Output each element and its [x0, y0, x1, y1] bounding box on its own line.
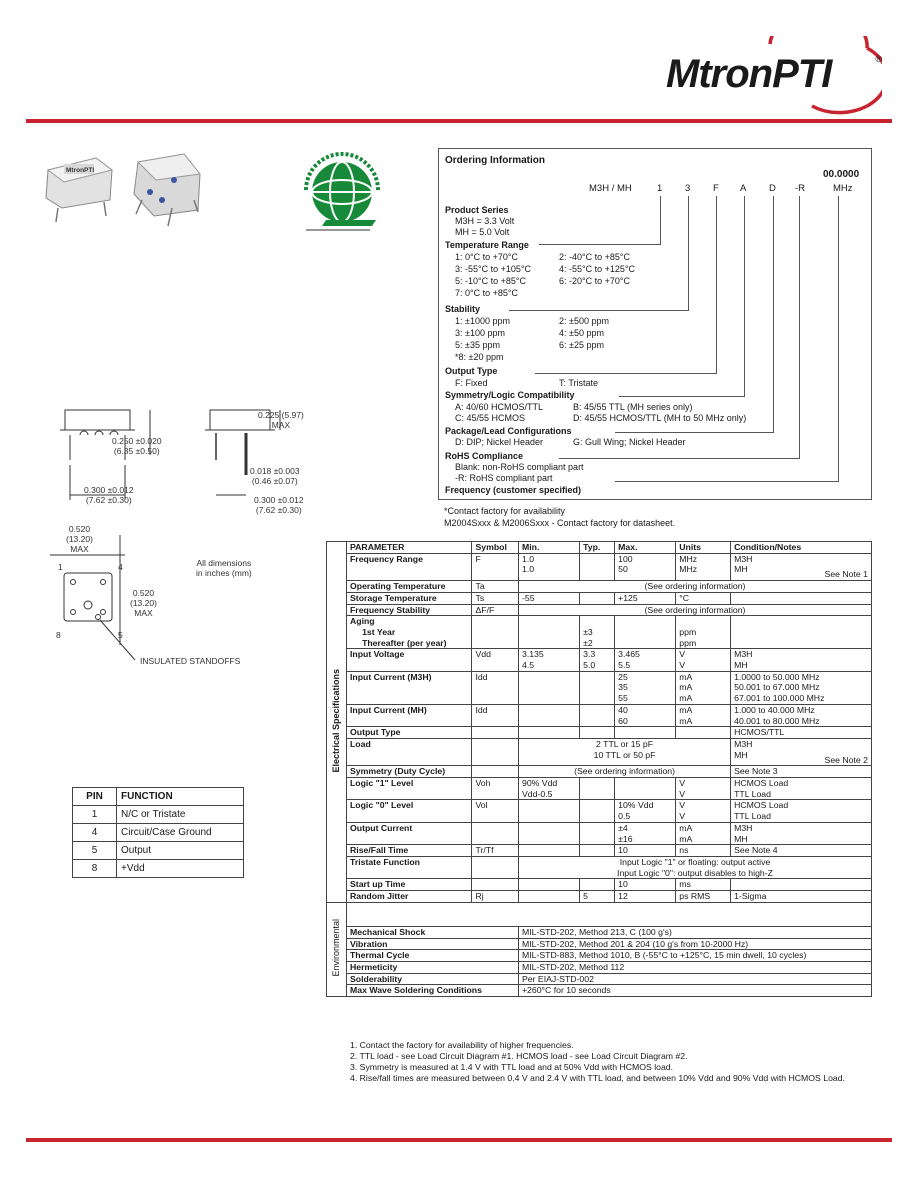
condition-cell — [731, 778, 872, 800]
frequency-label: Frequency (customer specified) — [445, 485, 582, 495]
min-cell — [518, 879, 579, 891]
table-row — [327, 604, 872, 616]
table-row — [327, 938, 872, 950]
units-cell: V V — [676, 778, 731, 800]
code-rohs: -R — [795, 183, 806, 194]
condition-cell — [731, 671, 872, 704]
pin-function: +Vdd — [117, 860, 244, 878]
typ-cell — [580, 727, 615, 739]
condition-text: 1-Sigma — [734, 891, 767, 902]
rohs-label: RoHS Compliance — [445, 451, 524, 461]
leader-sym-v — [744, 196, 745, 396]
code-temp: 1 — [657, 183, 663, 194]
env-parameter: Vibration — [347, 938, 519, 950]
temp-item: 7: 0°C to +85°C — [455, 288, 518, 298]
min-cell: 1.0 1.0 — [518, 553, 579, 580]
symbol-cell: Idd — [472, 671, 519, 704]
env-parameter: Solderability — [347, 973, 519, 985]
condition-cell — [731, 727, 872, 739]
dim-top-width: 0.520 (13.20) MAX — [66, 524, 93, 554]
symbol-cell: Vdd — [472, 649, 519, 671]
spec-header-row — [327, 542, 872, 554]
units-cell: ps RMS — [676, 891, 731, 903]
symmetry-item: C: 45/55 HCMOS — [455, 413, 526, 423]
pin-function-table — [72, 787, 244, 878]
contact-note: *Contact factory for availability — [444, 506, 566, 516]
logo-text-pti: PTI — [772, 52, 832, 96]
dim-width-2: 0.300 ±0.012 (7.62 ±0.30) — [254, 495, 304, 515]
table-row — [327, 738, 872, 765]
output-type-item: T: Tristate — [559, 378, 599, 388]
code-symmetry: A — [740, 183, 747, 194]
condition-cell — [731, 649, 872, 671]
parameter-cell: Random Jitter — [347, 891, 472, 903]
function-header: FUNCTION — [117, 788, 244, 806]
max-cell: 10 — [615, 879, 676, 891]
column-header: PARAMETER — [347, 542, 472, 554]
ordering-title: Ordering Information — [445, 155, 545, 166]
parameter-cell: Aging 1st Year Thereafter (per year) — [347, 616, 472, 649]
max-cell: 10% Vdd 0.5 — [615, 800, 676, 822]
max-cell: 3.465 5.5 — [615, 649, 676, 671]
package-label: Package/Lead Configurations — [445, 426, 572, 436]
typ-cell — [580, 778, 615, 800]
env-parameter: Thermal Cycle — [347, 950, 519, 962]
parameter-cell: Rise/Fall Time — [347, 845, 472, 857]
table-row — [327, 766, 872, 778]
symmetry-item: B: 45/55 TTL (MH series only) — [573, 402, 693, 412]
typ-cell — [580, 822, 615, 844]
symbol-cell — [472, 822, 519, 844]
stability-item: *8: ±20 ppm — [455, 352, 504, 362]
condition-cell — [731, 553, 872, 580]
min-cell — [518, 704, 579, 726]
env-parameter: Max Wave Soldering Conditions — [347, 985, 519, 997]
env-parameter: Mechanical Shock — [347, 926, 519, 938]
span-cell: (See ordering information) — [518, 604, 871, 616]
mtronpti-logo — [662, 36, 882, 116]
symmetry-label: Symmetry/Logic Compatibility — [445, 390, 575, 400]
condition-cell — [731, 616, 872, 649]
typ-cell — [580, 879, 615, 891]
typ-cell — [580, 845, 615, 857]
symbol-cell — [472, 766, 519, 778]
parameter-cell: Symmetry (Duty Cycle) — [347, 766, 472, 778]
units-cell: mA mA mA — [676, 671, 731, 704]
leader-sym-h — [619, 396, 745, 397]
stability-item: 5: ±35 ppm — [455, 340, 500, 350]
frequency-code: 00.0000 — [823, 169, 860, 180]
leader-stab-h — [509, 310, 689, 311]
condition-text: 1.0000 to 50.000 MHz 50.001 to 67.000 MHz 67.001 to 100.000 MHz — [734, 671, 825, 704]
dim-height-2: 0.225 (5.97) MAX — [258, 410, 304, 430]
pin-function: N/C or Tristate — [117, 806, 244, 824]
column-header: Typ. — [580, 542, 615, 554]
pin-header: PIN — [73, 788, 117, 806]
leader-out-h — [535, 373, 717, 374]
bottom-rule — [26, 1138, 892, 1142]
max-cell — [615, 616, 676, 649]
max-cell — [615, 727, 676, 739]
table-row — [327, 649, 872, 671]
leader-rohs-h — [559, 458, 800, 459]
stability-item: 1: ±1000 ppm — [455, 316, 510, 326]
condition-cell — [731, 704, 872, 726]
temp-item: 2: -40°C to +85°C — [559, 252, 630, 262]
typ-cell — [580, 800, 615, 822]
environmental-label: Environmental — [331, 919, 342, 977]
min-cell: -55 — [518, 592, 579, 604]
pin-label-4: 4 — [118, 562, 123, 572]
parameter-cell: Storage Temperature — [347, 592, 472, 604]
env-spec: MIL-STD-202, Method 112 — [518, 961, 871, 973]
units-cell: ns — [676, 845, 731, 857]
condition-text: 1.000 to 40.000 MHz 40.001 to 80.000 MHz — [734, 704, 820, 726]
table-row — [327, 592, 872, 604]
registered-mark: ® — [875, 54, 882, 64]
symbol-cell — [472, 727, 519, 739]
table-row — [327, 973, 872, 985]
leader-rohs-v — [799, 196, 800, 458]
typ-cell — [580, 704, 615, 726]
dim-height-1: 0.250 ±0.020 (6.35 ±0.50) — [112, 436, 162, 456]
condition-text: M3H MH — [734, 649, 753, 671]
typ-cell: 3.3 5.0 — [580, 649, 615, 671]
table-row — [327, 671, 872, 704]
footnote: 3. Symmetry is measured at 1.4 V with TTL load and at 50% Vdd with HCMOS load. — [350, 1062, 674, 1072]
dim-width-1: 0.300 ±0.012 (7.62 ±0.30) — [84, 485, 134, 505]
condition-cell — [731, 845, 872, 857]
symbol-cell: ΔF/F — [472, 604, 519, 616]
spacer-cell — [347, 902, 872, 926]
parameter-cell: Tristate Function — [347, 856, 472, 878]
typ-cell — [580, 592, 615, 604]
side-label-electrical — [327, 542, 347, 903]
symbol-cell: Vol — [472, 800, 519, 822]
column-header: Max. — [615, 542, 676, 554]
temp-item: 1: 0°C to +70°C — [455, 252, 518, 262]
stability-item: 2: ±500 ppm — [559, 316, 609, 326]
max-cell — [615, 778, 676, 800]
oscillator-photo-1 — [46, 158, 112, 222]
column-header: Min. — [518, 542, 579, 554]
symmetry-item: D: 45/55 HCMOS/TTL (MH to 50 MHz only) — [573, 413, 747, 423]
oscillator-photo-2 — [134, 154, 200, 226]
footnote: 1. Contact the factory for availability of higher frequencies. — [350, 1040, 574, 1050]
max-cell: 10 — [615, 845, 676, 857]
min-cell — [518, 891, 579, 903]
parameter-cell: Logic "0" Level — [347, 800, 472, 822]
parameter-cell: Output Type — [347, 727, 472, 739]
condition-text: See Note 4 — [734, 845, 778, 856]
parameter-cell: Frequency Range — [347, 553, 472, 580]
insulated-standoffs-label: INSULATED STANDOFFS — [140, 656, 241, 666]
product-series-m3h: M3H = 3.3 Volt — [455, 216, 515, 226]
units-cell: ppm ppm — [676, 616, 731, 649]
table-row — [327, 727, 872, 739]
package-item: G: Gull Wing; Nickel Header — [573, 437, 686, 447]
electrical-specifications-label: Electrical Specifications — [331, 668, 342, 773]
max-cell: 25 35 55 — [615, 671, 676, 704]
pin-label-1: 1 — [58, 562, 63, 572]
side-label-environmental — [327, 902, 347, 996]
pin-label-5: 5 — [118, 630, 123, 640]
symbol-cell — [472, 856, 519, 878]
leader-freq-v — [838, 196, 839, 481]
temp-item: 6: -20°C to +70°C — [559, 276, 630, 286]
product-series-mh: MH = 5.0 Volt — [455, 227, 510, 237]
rohs-badge-text — [288, 226, 333, 232]
env-spec: +260°C for 10 seconds — [518, 985, 871, 997]
condition-text: See Note 3 — [734, 766, 778, 777]
leader-temp-v — [660, 196, 661, 244]
typ-cell: 5 — [580, 891, 615, 903]
footnote: 2. TTL load - see Load Circuit Diagram #1. HCMOS load - see Load Circuit Diagram #2. — [350, 1051, 688, 1061]
pin-number: 8 — [73, 860, 117, 878]
condition-cell — [731, 592, 872, 604]
pin-label-8: 8 — [56, 630, 61, 640]
min-cell — [518, 845, 579, 857]
units-cell: V V — [676, 800, 731, 822]
typ-cell — [580, 553, 615, 580]
symbol-cell: F — [472, 553, 519, 580]
condition-cell — [731, 800, 872, 822]
condition-text: M3H MH — [734, 822, 753, 844]
table-row — [327, 891, 872, 903]
condition-note: See Note 2 — [824, 754, 868, 765]
typ-cell: ±3 ±2 — [580, 616, 615, 649]
table-row — [327, 778, 872, 800]
table-row — [327, 704, 872, 726]
table-row — [327, 616, 872, 649]
span-cell: 2 TTL or 15 pF 10 TTL or 50 pF — [518, 738, 730, 765]
parameter-cell: Input Voltage — [347, 649, 472, 671]
leader-pkg-v — [773, 196, 774, 432]
min-cell — [518, 800, 579, 822]
table-row — [73, 806, 244, 824]
footnote: 4. Rise/fall times are measured between 0.4 V and 2.4 V with TTL load, and between 10% Vdd and 90% Vdd with HCMOS Load. — [350, 1073, 845, 1083]
parameter-cell: Input Current (M3H) — [347, 671, 472, 704]
max-cell: ±4 ±16 — [615, 822, 676, 844]
env-parameter: Hermeticity — [347, 961, 519, 973]
table-row — [327, 985, 872, 997]
pin-number: 4 — [73, 824, 117, 842]
parameter-cell: Input Current (MH) — [347, 704, 472, 726]
table-row — [73, 860, 244, 878]
env-spec: MIL-STD-202, Method 213, C (100 g's) — [518, 926, 871, 938]
condition-cell — [731, 879, 872, 891]
symbol-cell: Tr/Tf — [472, 845, 519, 857]
stability-item: 6: ±25 ppm — [559, 340, 604, 350]
min-cell — [518, 727, 579, 739]
env-spec: Per EIAJ-STD-002 — [518, 973, 871, 985]
parameter-cell: Output Current — [347, 822, 472, 844]
min-cell — [518, 671, 579, 704]
symbol-cell — [472, 738, 519, 765]
table-row — [73, 824, 244, 842]
units-cell: °C — [676, 592, 731, 604]
rohs-item: Blank: non-RoHS compliant part — [455, 462, 584, 472]
table-row — [327, 822, 872, 844]
condition-cell — [731, 822, 872, 844]
leader-stab-v — [688, 196, 689, 310]
units-cell: MHz MHz — [676, 553, 731, 580]
logo-text-mtron: Mtron — [666, 52, 773, 96]
pin-number: 5 — [73, 842, 117, 860]
table-row — [327, 961, 872, 973]
condition-text: HCMOS Load TTL Load — [734, 800, 789, 822]
condition-text: M3H MH — [734, 553, 753, 575]
symbol-cell: Idd — [472, 704, 519, 726]
code-package: D — [769, 183, 776, 194]
code-series: M3H / MH — [589, 183, 632, 194]
parameter-cell: Load — [347, 738, 472, 765]
table-row — [327, 553, 872, 580]
symbol-cell — [472, 616, 519, 649]
specifications-table — [326, 541, 872, 997]
leader-pkg-h — [615, 432, 774, 433]
code-output: F — [713, 183, 719, 194]
env-spec: MIL-STD-883, Method 1010, B (-55°C to +125°C, 15 min dwell, 10 cycles) — [518, 950, 871, 962]
code-stability: 3 — [685, 183, 691, 194]
condition-text: HCMOS Load TTL Load — [734, 778, 789, 799]
condition-text: M3H MH — [734, 738, 753, 760]
temp-item: 4: -55°C to +125°C — [559, 264, 635, 274]
dim-units-note: All dimensions in inches (mm) — [196, 558, 252, 578]
min-cell: 90% Vdd Vdd-0.5 — [518, 778, 579, 800]
temp-item: 5: -10°C to +85°C — [455, 276, 526, 286]
leader-temp-h — [539, 244, 661, 245]
code-frequency: MHz — [833, 183, 853, 194]
span-cell: Input Logic "1" or floating: output active Input Logic "0": output disables to high-Z — [518, 856, 871, 878]
dim-lead: 0.018 ±0.003 (0.46 ±0.07) — [250, 466, 300, 486]
pin-number: 1 — [73, 806, 117, 824]
condition-cell — [731, 891, 872, 903]
parameter-cell: Frequency Stability — [347, 604, 472, 616]
rohs-item: -R: RoHS compliant part — [455, 473, 553, 483]
product-series-label: Product Series — [445, 205, 509, 215]
table-row — [327, 879, 872, 891]
max-cell: +125 — [615, 592, 676, 604]
units-cell: mA mA — [676, 704, 731, 726]
symbol-cell: Ts — [472, 592, 519, 604]
svg-text:MtronPTI: MtronPTI — [66, 167, 95, 174]
env-spacer-row — [327, 902, 872, 926]
table-row — [327, 926, 872, 938]
top-rule — [26, 119, 892, 123]
temp-range-label: Temperature Range — [445, 240, 529, 250]
stability-item: 4: ±50 ppm — [559, 328, 604, 338]
symbol-cell: Ta — [472, 581, 519, 593]
package-item: D: DIP; Nickel Header — [455, 437, 544, 447]
column-header: Units — [676, 542, 731, 554]
table-row — [327, 856, 872, 878]
parameter-cell: Operating Temperature — [347, 581, 472, 593]
leader-freq-h — [615, 481, 839, 482]
condition-cell — [731, 766, 872, 778]
column-header: Symbol — [472, 542, 519, 554]
footnotes — [350, 1040, 870, 1084]
table-row — [327, 950, 872, 962]
max-cell: 12 — [615, 891, 676, 903]
pin-function: Output — [117, 842, 244, 860]
datasheet-note: M2004Sxxx & M2006Sxxx - Contact factory for datasheet. — [444, 518, 676, 528]
stability-item: 3: ±100 ppm — [455, 328, 505, 338]
leader-out-v — [716, 196, 717, 373]
parameter-cell: Start up Time — [347, 879, 472, 891]
symmetry-item: A: 40/60 HCMOS/TTL — [455, 402, 544, 412]
condition-cell — [731, 738, 872, 765]
units-cell: mA mA — [676, 822, 731, 844]
condition-note: See Note 1 — [824, 569, 868, 580]
column-header: Condition/Notes — [731, 542, 872, 554]
env-spec: MIL-STD-202, Method 201 & 204 (10 g's from 10-2000 Hz) — [518, 938, 871, 950]
min-cell — [518, 616, 579, 649]
table-row — [327, 800, 872, 822]
max-cell: 100 50 — [615, 553, 676, 580]
output-type-label: Output Type — [445, 366, 498, 376]
span-cell: (See ordering information) — [518, 581, 871, 593]
typ-cell — [580, 671, 615, 704]
symbol-cell: Voh — [472, 778, 519, 800]
units-cell — [676, 727, 731, 739]
ordering-information-box — [438, 148, 872, 500]
min-cell: 3.135 4.5 — [518, 649, 579, 671]
symbol-cell — [472, 879, 519, 891]
temp-item: 3: -55°C to +105°C — [455, 264, 531, 274]
stability-label: Stability — [445, 304, 481, 314]
max-cell: 40 60 — [615, 704, 676, 726]
dim-top-length: 0.520 (13.20) MAX — [130, 588, 157, 618]
output-type-item: F: Fixed — [455, 378, 488, 388]
table-row — [327, 845, 872, 857]
product-photos — [38, 150, 228, 230]
condition-text: HCMOS/TTL — [734, 727, 785, 738]
symbol-cell: Rj — [472, 891, 519, 903]
min-cell — [518, 822, 579, 844]
table-row — [73, 842, 244, 860]
parameter-cell: Logic "1" Level — [347, 778, 472, 800]
units-cell: V V — [676, 649, 731, 671]
table-row — [327, 581, 872, 593]
units-cell: ms — [676, 879, 731, 891]
span-cell: (See ordering information) — [518, 766, 730, 778]
pin-function: Circuit/Case Ground — [117, 824, 244, 842]
